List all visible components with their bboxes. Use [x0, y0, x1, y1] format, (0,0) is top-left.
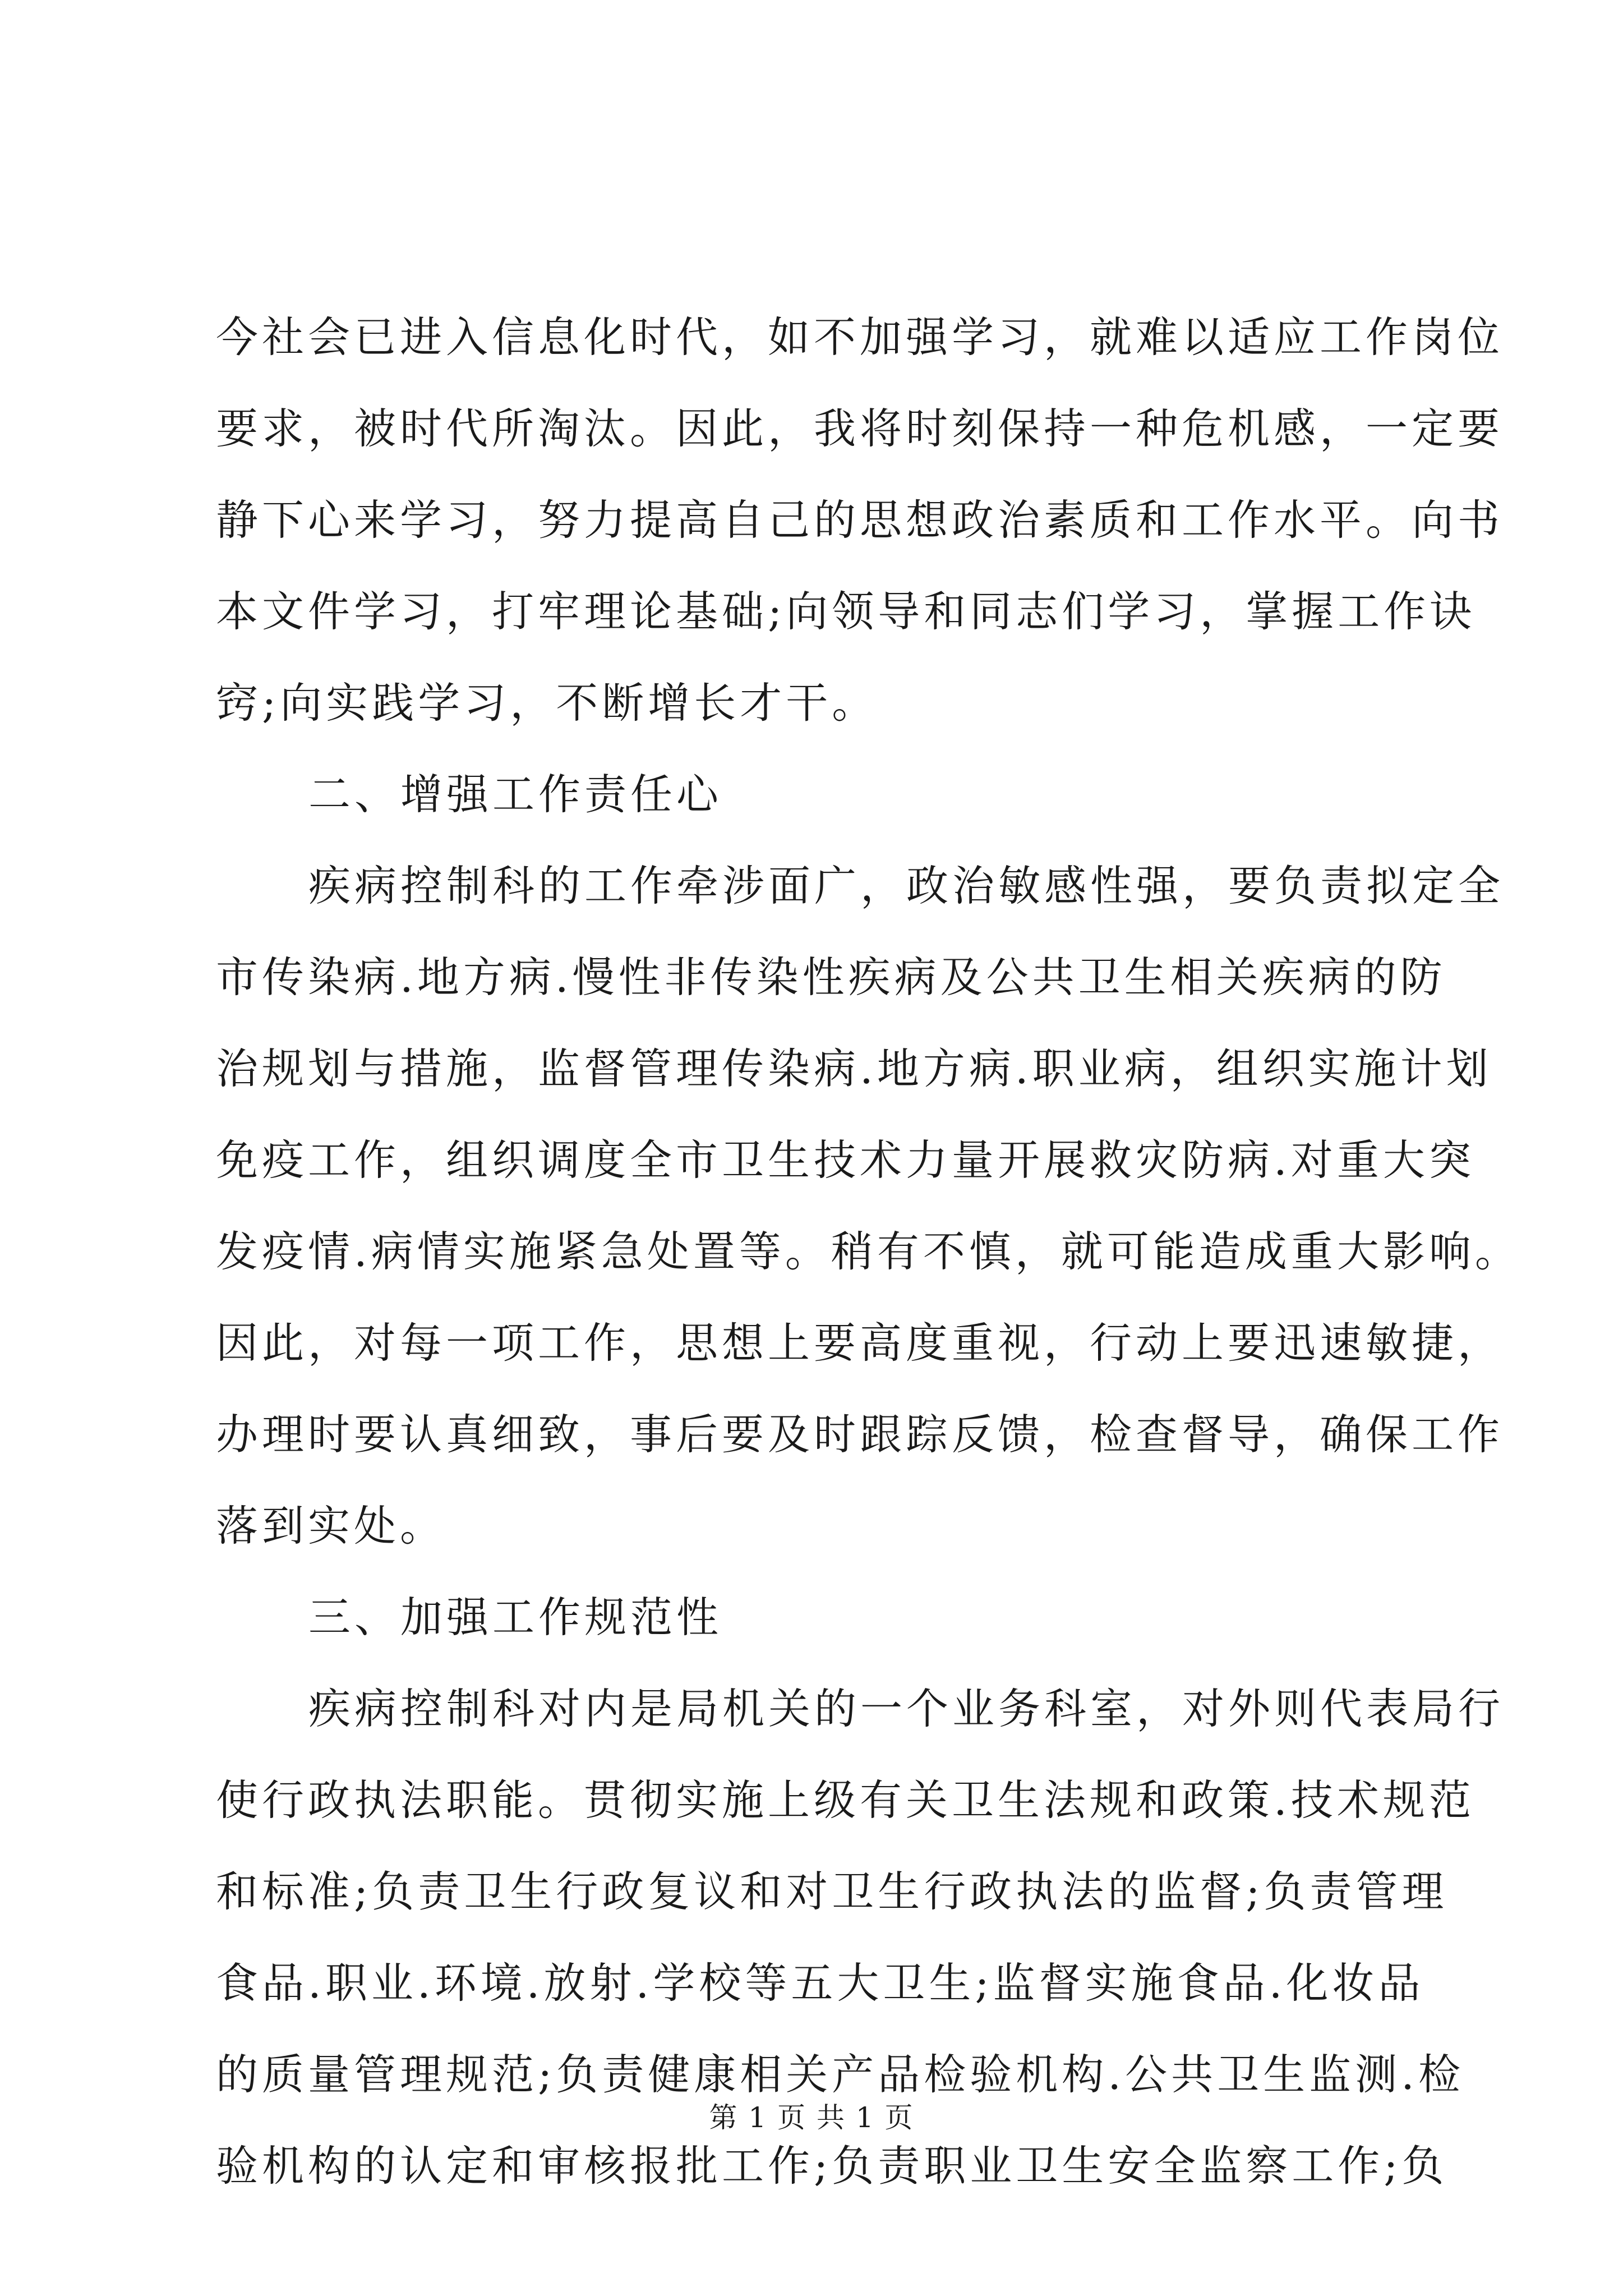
- text-line: 使行政执法职能。贯彻实施上级有关卫生法规和政策.技术规范: [216, 1775, 1475, 1825]
- text-line: 疾病控制科的工作牵涉面广，政治敏感性强，要负责拟定全: [308, 861, 1505, 910]
- text-line: 静下心来学习，努力提高自己的思想政治素质和工作水平。向书: [216, 495, 1504, 545]
- text-line: 免疫工作，组织调度全市卫生技术力量开展救灾防病.对重大突: [216, 1135, 1475, 1185]
- text-line: 的质量管理规范;负责健康相关产品检验机构.公共卫生监测.检: [216, 2050, 1464, 2099]
- text-line: 疾病控制科对内是局机关的一个业务科室，对外则代表局行: [308, 1684, 1505, 1733]
- section-heading-3: 三、加强工作规范性: [308, 1593, 723, 1642]
- text-line: 发疫情.病情实施紧急处置等。稍有不慎，就可能造成重大影响。: [216, 1227, 1521, 1276]
- section-heading-2: 二、增强工作责任心: [308, 770, 723, 819]
- page-number-footer: 第 1 页 共 1 页: [709, 2101, 914, 2134]
- text-line: 本文件学习，打牢理论基础;向领导和同志们学习，掌握工作诀: [216, 587, 1476, 636]
- text-line: 治规划与措施，监督管理传染病.地方病.职业病，组织实施计划: [216, 1044, 1492, 1093]
- text-line: 验机构的认定和审核报批工作;负责职业卫生安全监察工作;负: [216, 2141, 1448, 2191]
- text-line: 和标准;负责卫生行政复议和对卫生行政执法的监督;负责管理: [216, 1867, 1448, 1916]
- text-line: 食品.职业.环境.放射.学校等五大卫生;监督实施食品.化妆品: [216, 1958, 1424, 2008]
- text-line: 落到实处。: [216, 1501, 446, 1550]
- text-line: 窍;向实践学习，不断增长才干。: [216, 678, 878, 728]
- text-line: 因此，对每一项工作，思想上要高度重视，行动上要迅速敏捷，: [216, 1318, 1504, 1368]
- text-line: 办理时要认真细致，事后要及时跟踪反馈，检查督导，确保工作: [216, 1410, 1504, 1459]
- text-line: 今社会已进入信息化时代，如不加强学习，就难以适应工作岗位: [216, 312, 1504, 362]
- text-line: 市传染病.地方病.慢性非传染性疾病及公共卫生相关疾病的防: [216, 953, 1446, 1002]
- document-body: [216, 292, 1521, 2212]
- text-line: 要求，被时代所淘汰。因此，我将时刻保持一种危机感，一定要: [216, 404, 1504, 453]
